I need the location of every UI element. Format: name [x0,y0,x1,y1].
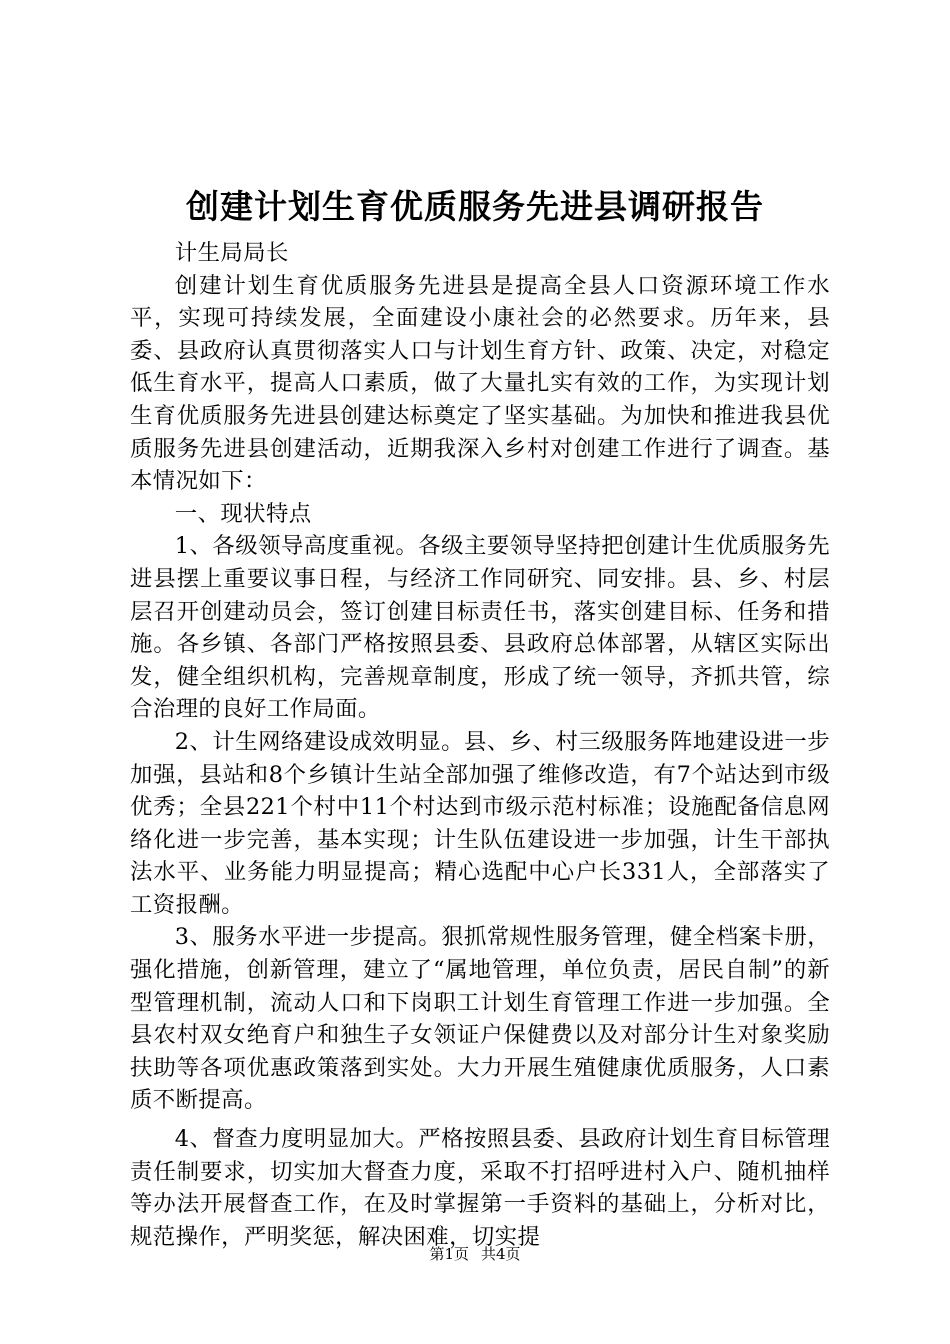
document-title: 创建计划生育优质服务先进县调研报告 [186,187,764,226]
page-total: 共4页 [481,1245,521,1263]
paragraph-point-4: 4、督查力度明显加大。严格按照县委、县政府计划生育目标管理责任制要求，切实加大督查力度，采取不打招呼进村入户、随机抽样等办法开展督查工作，在及时掌握第一手资料的基础上，分析对比，规范操作，严明奖惩，解决困难，切实提 [130,1126,830,1250]
author-line: 计生局局长 [174,240,289,266]
paragraph-intro: 创建计划生育优质服务先进县是提高全县人口资源环境工作水平，实现可持续发展，全面建设小康社会的必然要求。历年来，县委、县政府认真贯彻落实人口与计划生育方针、政策、决定，对稳定低生育水平，提高人口素质，做了大量扎实有效的工作，为实现计划生育优质服务先进县创建达标奠定了坚实基础。为加快和推进我县优质服务先进县创建活动，近期我深入乡村对创建工作进行了调查。基本情况如下： [130,272,830,495]
paragraph-point-2: 2、计生网络建设成效明显。县、乡、村三级服务阵地建设进一步加强，县站和8个乡镇计生站全部加强了维修改造，有7个站达到市级优秀；全县221个村中11个村达到市级示范村标准；设施配备信息网络化进一步完善，基本实现；计生队伍建设进一步加强，计生干部执法水平、业务能力明显提高；精心选配中心户长331人，全部落实了工资报酬。 [130,728,830,918]
paragraph-point-1: 1、各级领导高度重视。各级主要领导坚持把创建计生优质服务先进县摆上重要议事日程，与经济工作同研究、同安排。县、乡、村层层召开创建动员会，签订创建目标责任书，落实创建目标、任务和措施。各乡镇、各部门严格按照县委、县政府总体部署，从辖区实际出发，健全组织机构，完善规章制度，形成了统一领导，齐抓共管，综合治理的良好工作局面。 [130,533,830,723]
paragraph-point-3: 3、服务水平进一步提高。狠抓常规性服务管理，健全档案卡册，强化措施，创新管理，建立了“属地管理，单位负责，居民自制”的新型管理机制，流动人口和下岗职工计划生育管理工作进一步加强。全县农村双女绝育户和独生子女领证户保健费以及对部分计生对象奖励扶助等各项优惠政策落到实处。大力开展生殖健康优质服务，人口素质不断提高。 [130,924,830,1114]
page-number: 第1页 [429,1245,469,1263]
document-body [130,237,830,1253]
section-heading: 一、现状特点 [174,500,312,527]
page-footer [0,1244,950,1264]
